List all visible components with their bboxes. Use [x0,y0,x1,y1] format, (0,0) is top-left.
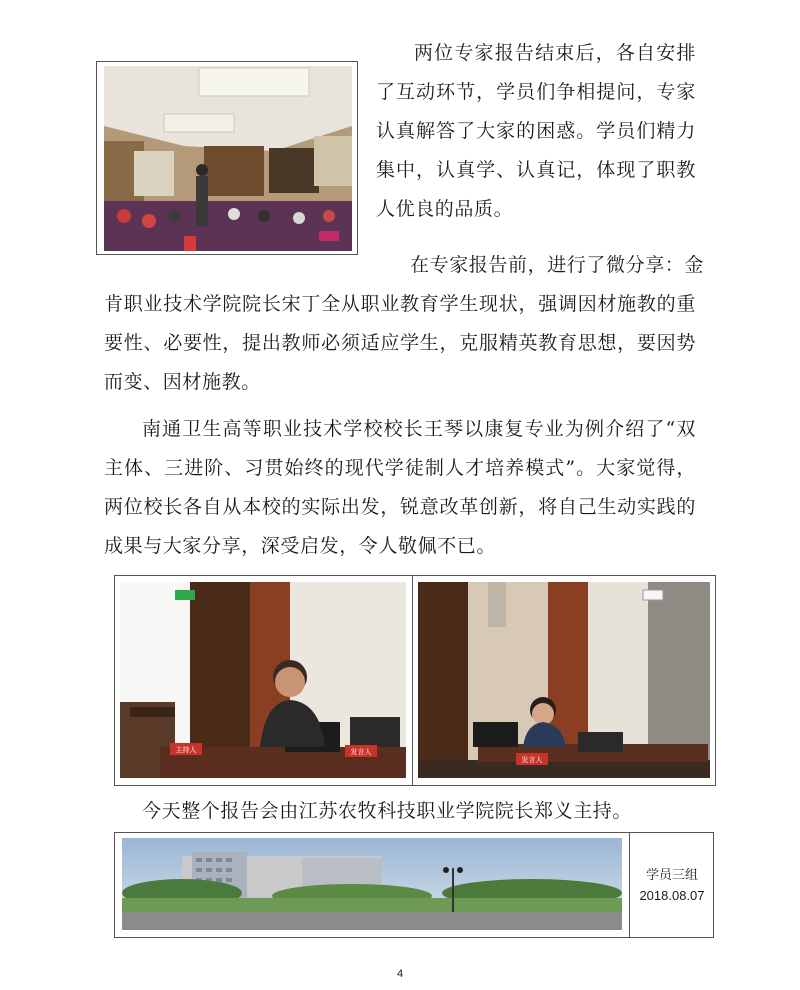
paragraph-wang-qin: 南通卫生高等职业技术学校校长王琴以康复专业为例介绍了“双主体、三进阶、习贯始终的现代学徒制人才培养模式”。大家觉得，两位校长各自从本校的实际出发，锐意改革创新，将自己生动实践的成果与大家分享，深受启发，令人敬佩不已。 [104,418,696,557]
lecture-hall-photo [104,66,352,251]
nameplate-speaker2: 发言人 [521,756,543,764]
paragraph-micro-share-line1: 在专家报告前，进行了微分享：金 [410,254,705,276]
paragraph-micro-share: 肯职业技术学院院长宋丁全从职业教育学生现状，强调因材施教的重要性、必要性，提出教师必须适应学生，克服精英教育思想，要因势而变、因材施教。 [104,293,696,393]
paragraph-host: 今天整个报告会由江苏农牧科技职业学院院长郑义主持。 [142,800,633,822]
speaker2-photo [418,582,710,778]
nameplate-speaker1: 发言人 [350,748,372,756]
speaker1-photo [120,582,406,778]
paragraph-interaction: 两位专家报告结束后，各自安排了互动环节，学员们争相提问，专家认真解答了大家的困惑。学员们精力集中，认真学、认真记，体现了职教人优良的品质。 [376,42,696,220]
nameplate-host: 主持人 [175,746,197,754]
signature-date: 2018.08.07 [639,888,705,903]
page-number: 4 [396,968,404,980]
photo-divider [412,575,413,786]
campus-photo [122,838,622,930]
signature-divider [629,832,630,938]
signature-group: 学员三组 [645,867,698,882]
